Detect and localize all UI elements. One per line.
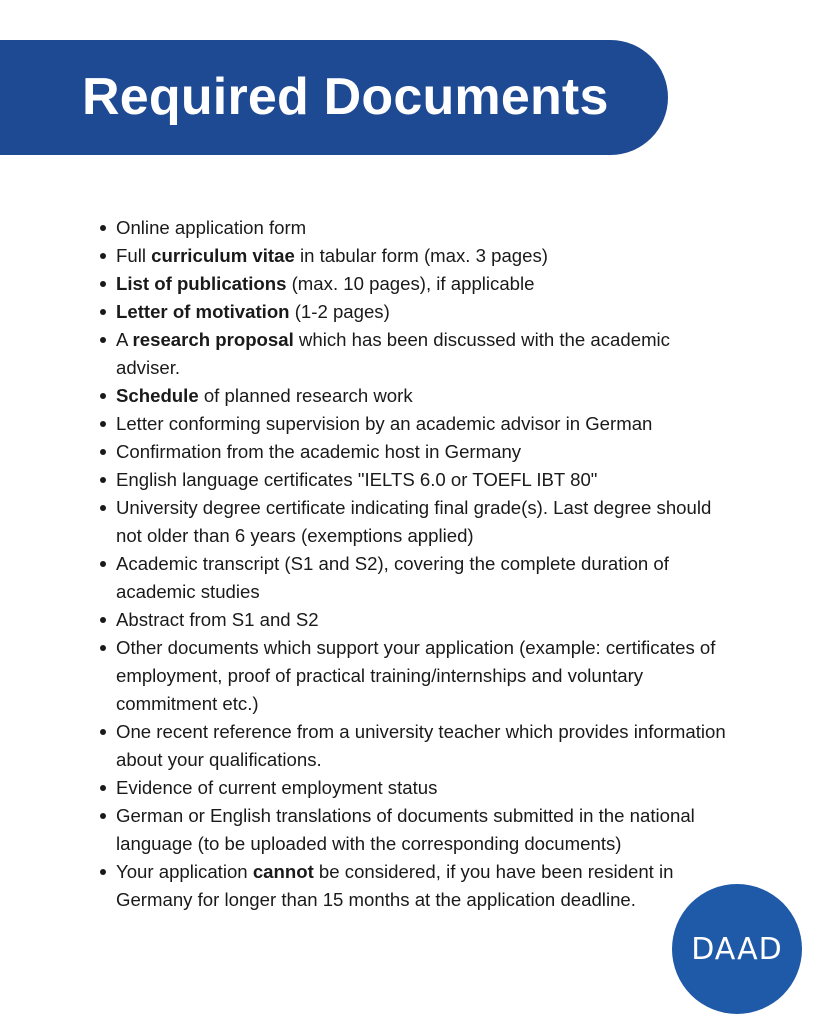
document-item-text: which has been discussed with the academic adviser. xyxy=(116,329,670,378)
document-item-text: be considered, if you have been resident in Germany for longer than 15 months at the application deadline. xyxy=(116,861,674,910)
document-item-text: Other documents which support your application (example: certificates of employment, proof of practical training/internships and voluntary commitment etc.) xyxy=(116,637,716,714)
document-item-text: Evidence of current employment status xyxy=(116,777,438,798)
document-item-text: Your application xyxy=(116,861,253,882)
document-list-item xyxy=(116,494,736,550)
document-list-item xyxy=(116,718,736,774)
document-item-text: (max. 10 pages), if applicable xyxy=(286,273,535,294)
document-list-item xyxy=(116,606,736,634)
document-list-item xyxy=(116,438,736,466)
document-item-text: Letter conforming supervision by an academic advisor in German xyxy=(116,413,653,434)
document-item-bold-text: Schedule xyxy=(116,385,199,406)
page-title: Required Documents xyxy=(82,68,609,126)
document-item-text: German or English translations of documents submitted in the national language (to be uploaded with the corresponding documents) xyxy=(116,805,695,854)
document-item-bold-text: cannot xyxy=(252,861,314,882)
document-item-text: One recent reference from a university teacher which provides information about your qualifications. xyxy=(116,721,726,770)
document-item-text: English language certificates "IELTS 6.0 or TOEFL IBT 80" xyxy=(116,469,598,490)
document-item-bold-text: research proposal xyxy=(132,329,294,350)
document-list-item xyxy=(116,858,736,914)
document-list-item xyxy=(116,382,736,410)
document-item-bold-text: Letter of motivation xyxy=(116,301,290,322)
document-list-item xyxy=(116,550,736,606)
document-list-item xyxy=(116,774,736,802)
daad-logo-text: DAAD xyxy=(691,931,783,967)
daad-logo xyxy=(672,884,802,1014)
document-item-text: Confirmation from the academic host in Germany xyxy=(116,441,522,462)
document-item-bold-text: curriculum vitae xyxy=(151,245,295,266)
required-documents-list xyxy=(116,214,736,914)
document-item-text: in tabular form (max. 3 pages) xyxy=(294,245,548,266)
document-item-text: Full xyxy=(116,245,152,266)
document-list-item xyxy=(116,214,736,242)
document-list-item xyxy=(116,326,736,382)
document-list-item xyxy=(116,242,736,270)
document-list-item xyxy=(116,802,736,858)
title-banner xyxy=(0,40,668,155)
document-item-text: Online application form xyxy=(116,217,307,238)
document-list-item xyxy=(116,410,736,438)
document-item-text: of planned research work xyxy=(198,385,413,406)
document-item-text: University degree certificate indicating final grade(s). Last degree should not older than 6 years (exemptions applied) xyxy=(116,497,712,546)
document-list-item xyxy=(116,270,736,298)
document-list-item xyxy=(116,466,736,494)
document-item-text: Academic transcript (S1 and S2), covering the complete duration of academic studies xyxy=(116,553,669,602)
document-item-bold-text: List of publications xyxy=(116,273,287,294)
document-list-item xyxy=(116,634,736,718)
document-item-text: Abstract from S1 and S2 xyxy=(116,609,319,630)
document-list-item xyxy=(116,298,736,326)
document-item-text: (1-2 pages) xyxy=(289,301,390,322)
document-item-text: A xyxy=(116,329,133,350)
